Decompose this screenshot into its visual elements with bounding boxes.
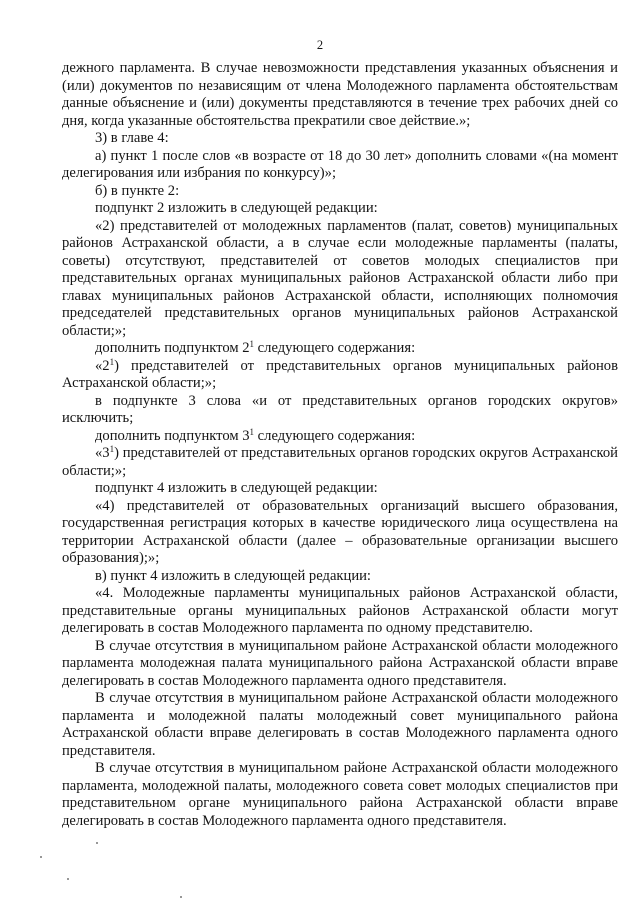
paragraph-18: В случае отсутствия в муниципальном районе Астраханской области молодежного парламента, молодежной палаты, молодежного совета совет молодых специалистов при представительном органе муниципального района Астраханской области вправе делегировать в состав Молодежного парламента одного представителя.	[62, 760, 618, 829]
paragraph-11-text: «3	[95, 445, 110, 461]
scan-speck	[40, 856, 42, 858]
superscript: 1	[109, 356, 115, 367]
paragraph-9: в подпункте 3 слова «и от представительных органов городских округов» исключить;	[62, 392, 618, 426]
paragraph-10-text: дополнить подпунктом 3	[95, 427, 250, 444]
document-body	[62, 60, 618, 830]
paragraph-7-after: следующего содержания:	[254, 340, 416, 356]
paragraph-1: дежного парламента. В случае невозможности представления указанных объяснения и (или) документов по независящим от члена Молодежного парламента обстоятельствам данные объяснение и (или) документы представляются в течение трех рабочих дней со дня, когда указанные обстоятельства прекратили свое действие.»;	[62, 60, 618, 129]
paragraph-13: «4) представителей от образовательных организаций высшего образования, государственная регистрация которых в качестве юридического лица осуществлена на территории Астраханской области (далее – образовательные организации высшего образования);»;	[62, 497, 618, 566]
paragraph-12: подпункт 4 изложить в следующей редакции:	[95, 480, 378, 496]
paragraph-15: «4. Молодежные парламенты муниципальных районов Астраханской области, представительные органы муниципальных районов Астраханской области могут делегировать в состав Молодежного парламента по одному представителю.	[62, 585, 618, 636]
paragraph-16: В случае отсутствия в муниципальном районе Астраханской области молодежного парламента молодежная палата муниципального района Астраханской области вправе делегировать в состав Молодежного парламента одного представителя.	[62, 637, 618, 689]
paragraph-3: а) пункт 1 после слов «в возрасте от 18 до 30 лет» дополнить словами «(на момент делегирования или избрания по конкурсу)»;	[62, 147, 618, 181]
paragraph-8-text: «2	[95, 357, 110, 374]
scan-speck	[180, 896, 182, 898]
paragraph-5: подпункт 2 изложить в следующей редакции:	[95, 200, 378, 216]
paragraph-4: б) в пункте 2:	[95, 182, 180, 199]
paragraph-10	[62, 428, 618, 446]
paragraph-14: в) пункт 4 изложить в следующей редакции:	[95, 567, 371, 584]
paragraph-17: В случае отсутствия в муниципальном районе Астраханской области молодежного парламента и молодежной палаты молодежный совет муниципального района Астраханской области вправе делегировать в состав Молодежного парламента одного представителя.	[62, 690, 618, 759]
paragraph-7	[62, 340, 618, 358]
paragraph-7-text: дополнить подпунктом 2	[95, 340, 250, 356]
superscript: 1	[109, 444, 115, 454]
paragraph-10-after: следующего содержания:	[254, 427, 416, 444]
paragraph-8-after: ) представителей от представительных органов муниципальных районов Астраханской области;»;	[62, 357, 618, 391]
paragraph-6: «2) представителей от молодежных парламентов (палат, советов) муниципальных районов Астраханской области, а в случае если молодежные парламенты (палаты, советы) отсутствуют, представителей от советов молодых специалистов при представительных органах муниципальных районов Астраханской области либо при главах муниципальных районов Астраханской области, исполняющих полномочия председателей представительных органов муниципальных районов Астраханской области;»;	[62, 217, 618, 339]
page-number: 2	[316, 38, 324, 52]
scan-speck	[96, 842, 98, 844]
paragraph-2: 3) в главе 4:	[95, 130, 169, 146]
paragraph-11	[62, 445, 618, 480]
superscript: 1	[249, 339, 255, 349]
paragraph-11-after: ) представителей от представительных органов городских округов Астраханской области;»;	[62, 445, 618, 479]
paragraph-8	[62, 358, 618, 393]
superscript: 1	[249, 426, 255, 437]
scan-speck	[67, 878, 69, 880]
